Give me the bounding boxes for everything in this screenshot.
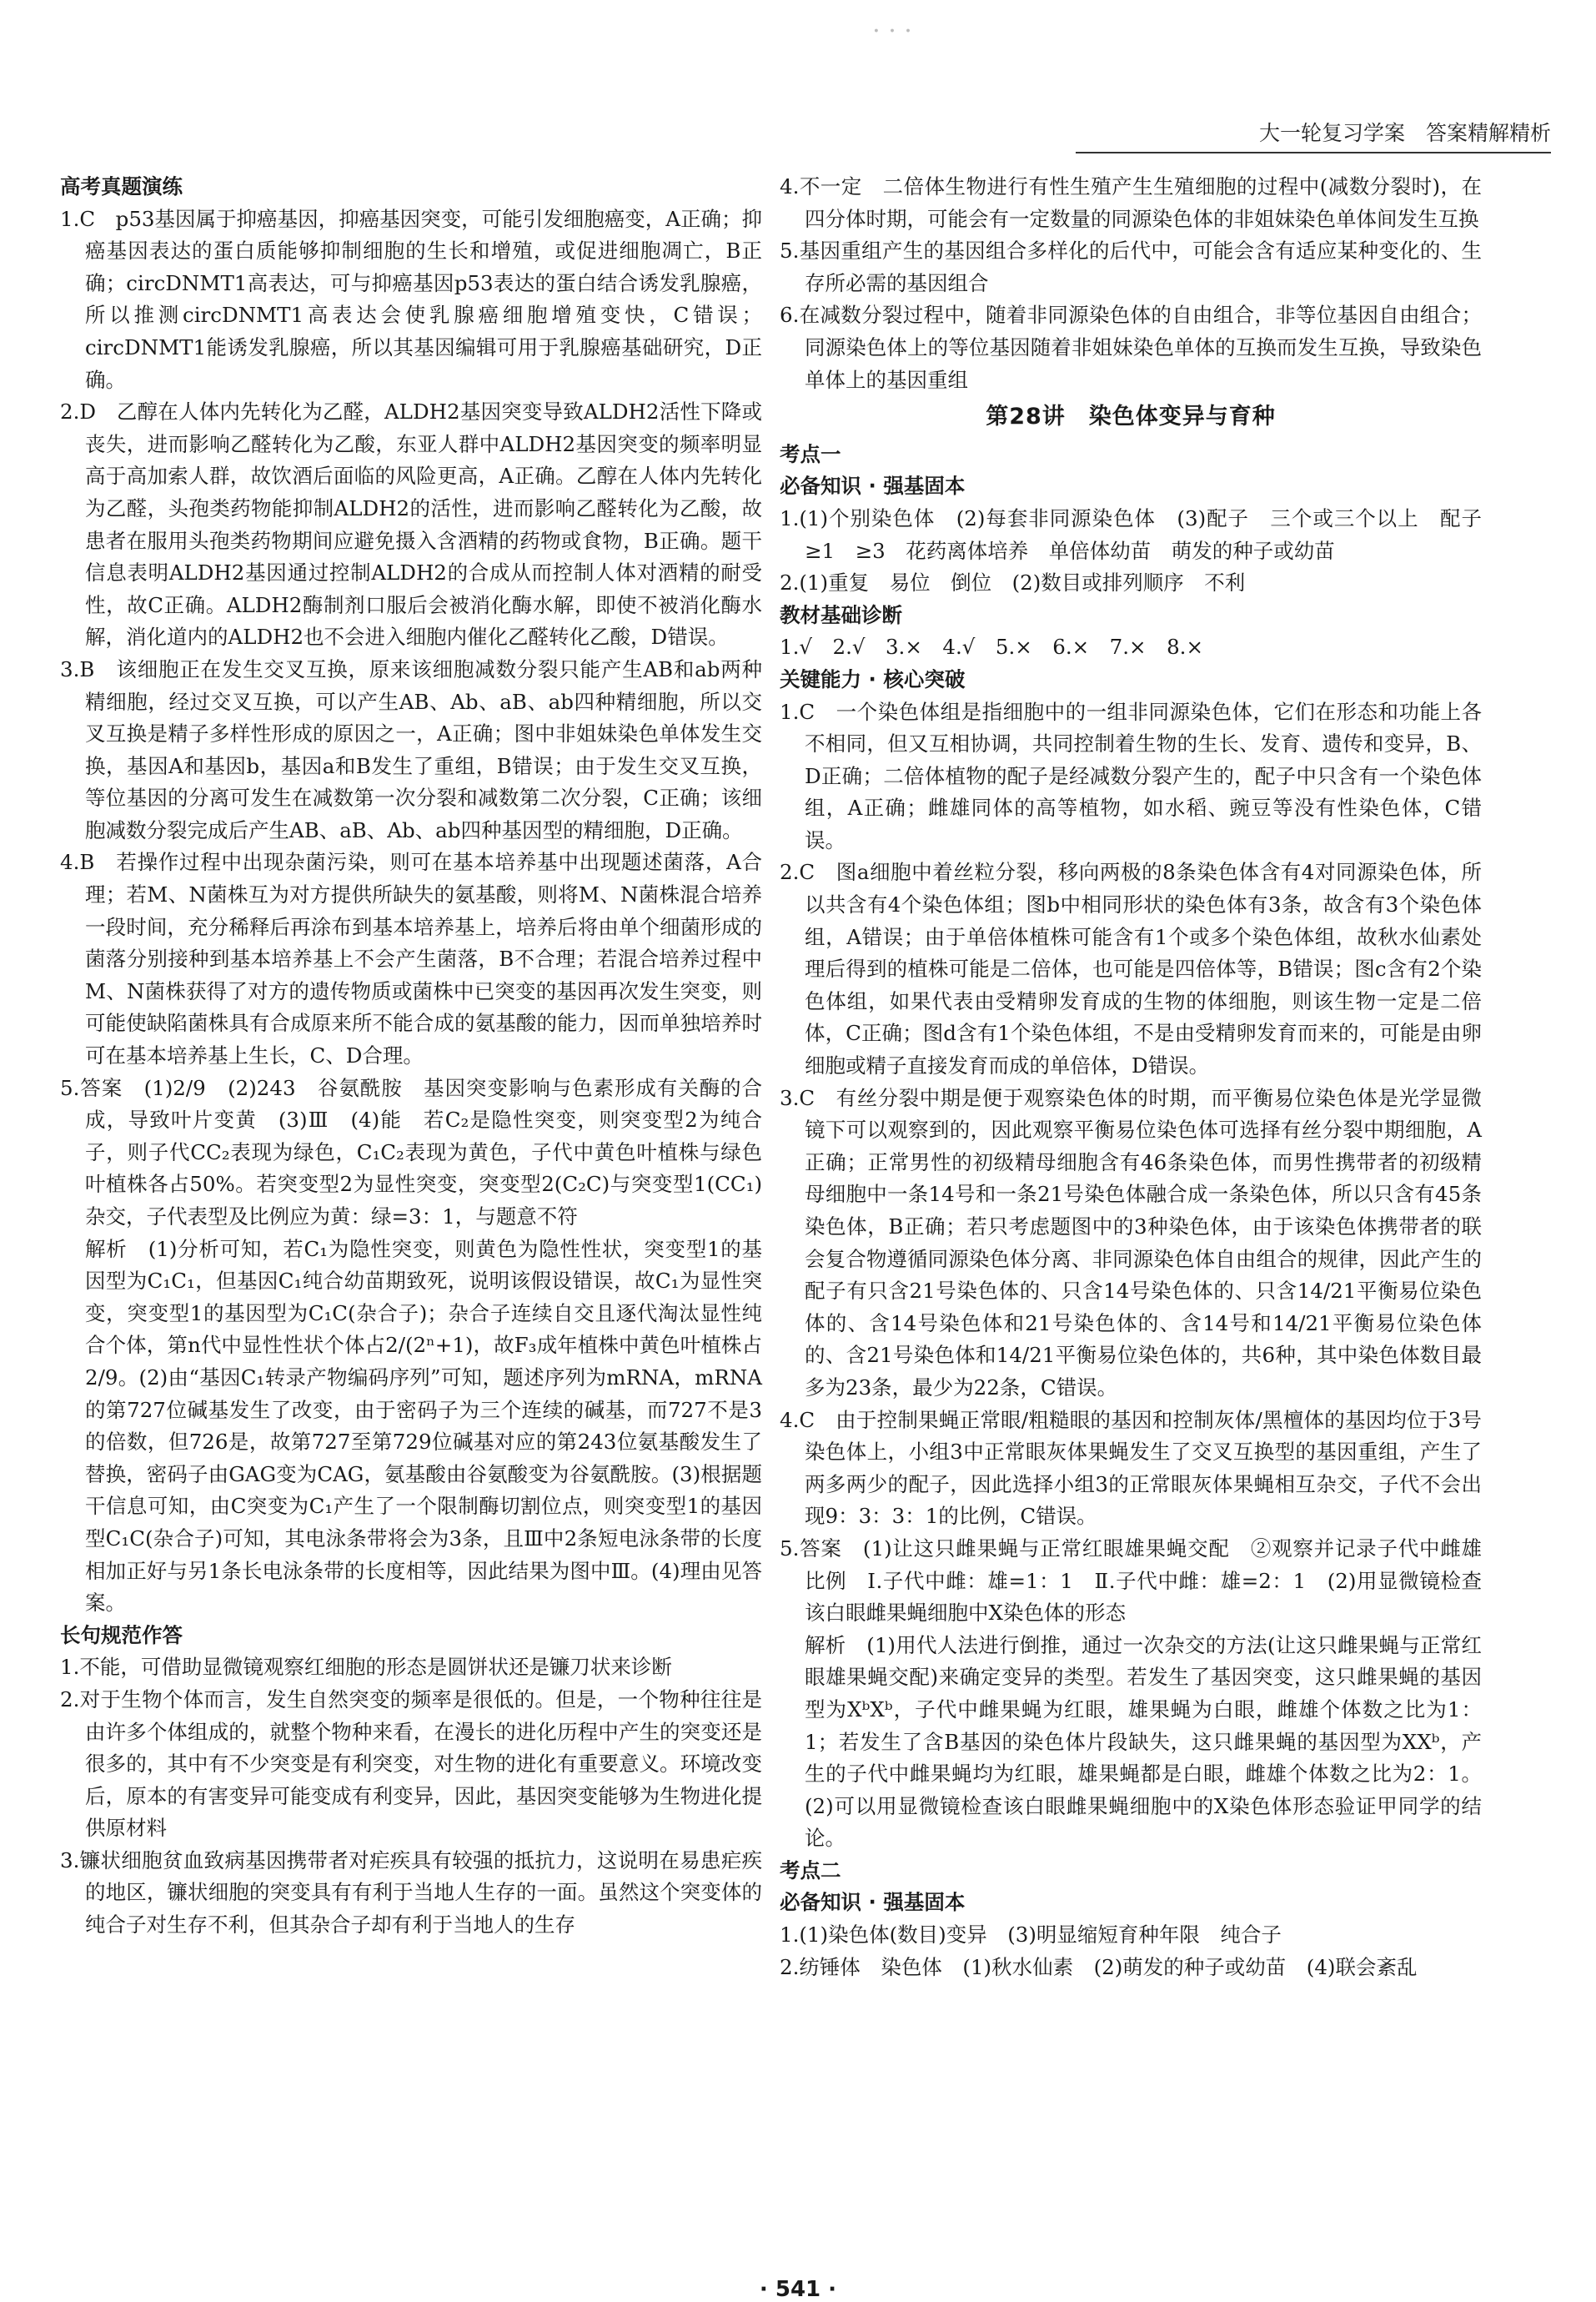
answer-item: 6.在减数分裂过程中，随着非同源染色体的自由组合，非等位基因自由组合；同源染色体上的等位基因随着非姐妹染色单体的互换而发生互换，导致染色单体上的基因重组 <box>780 303 1482 392</box>
answer-item: 3.C 有丝分裂中期是便于观察染色体的时期，而平衡易位染色体是光学显微镜下可以观察到的，因此观察平衡易位染色体可选择有丝分裂中期细胞，A正确；正常男性的初级精母细胞含有46条染色体，而男性携带者的初级精母细胞中一条14号和一条21号染色体融合成一条染色体，所以只含有45条染色体，B正确；若只考虑题图中的3种染色体，由于该染色体携带者的联会复合物遵循同源染色体分离、非同源染色体自由组合的规律，因此产生的配子有只含21号染色体的、只含14号染色体的、只含14/21平衡易位染色体的、含14号染色体和21号染色体的、含14号和14/21平衡易位染色体的、含21号染色体和14/21平衡易位染色体的，共6种，其中染色体数目最多为23条，最少为22条，C错误。 <box>780 1085 1482 1400</box>
analysis-paragraph: 解析 (1)分析可知，若C₁为隐性突变，则黄色为隐性性状，突变型1的基因型为C₁C₁，但基因C₁纯合幼苗期致死，说明该假设错误，故C₁为显性突变，突变型1的基因型为C₁C(杂合子)；杂合子连续自交且逐代淘汰显性纯合个体，第n代中显性性状个体占2/(2ⁿ+1)，故F₃成年植株中黄色叶植株占2/9。(2)由“基因C₁转录产物编码序列”可知，题述序列为mRNA，mRNA的第727位碱基发生了改变，由于密码子为三个连续的碱基，而727不是3的倍数，但726是，故第727至第729位碱基对应的第243位氨基酸发生了替换，密码子由GAG变为CAG，氨基酸由谷氨酸变为谷氨酰胺。(3)根据题干信息可知，由C突变为C₁产生了一个限制酶切割位点，则突变型1的基因型C₁C(杂合子)可知，其电泳条带将会为3条，且Ⅲ中2条短电泳条带的长度相加正好与另1条长电泳条带的长度相等，因此结果为图中Ⅲ。(4)理由见答案。 <box>85 1236 762 1616</box>
subsection-title: 关键能力 · 核心突破 <box>780 666 966 691</box>
top-decoration: · · · <box>872 17 912 46</box>
answer-item: 2.C 图a细胞中着丝粒分裂，移向两极的8条染色体含有4对同源染色体，所以共含有4个染色体组；图b中相同形状的染色体有3条，故含有3个染色体组，A错误；由于单倍体植株可能含有1个或多个染色体组，故秋水仙素处理后得到的植株可能是二倍体，也可能是四倍体等，B错误；图c含有2个染色体组，如果代表由受精卵发育成的生物的体细胞，则该生物一定是二倍体，C正确；图d含有1个染色体组，不是由受精卵发育而来的，可能是由卵细胞或精子直接发育而成的单倍体，D错误。 <box>780 860 1482 1078</box>
left-column <box>60 171 762 1942</box>
section-title-long-answer: 长句规范作答 <box>60 1622 183 1647</box>
page-number: · 541 · <box>759 2277 837 2302</box>
answer-item: 5.答案 (1)2/9 (2)243 谷氨酰胺 基因突变影响与色素形成有关酶的合成，导致叶片变黄 (3)Ⅲ (4)能 若C₂是隐性突变，则突变型2为纯合子，则子代CC₂表现为绿色，C₁C₂表现为黄色，子代中黄色叶植株与绿色叶植株各占50%。若突变型2为显性突变，突变型2(C₂C)与突变型1(CC₁)杂交，子代表型及比例应为黄：绿=3：1，与题意不符 <box>60 1075 762 1229</box>
answer-item: 1.C 一个染色体组是指细胞中的一组非同源染色体，它们在形态和功能上各不相同，但又互相协调，共同控制着生物的生长、发育、遗传和变异，B、D正确；二倍体植物的配子是经减数分裂产生的，配子中只含有一个染色体组，A正确；雌雄同体的高等植物，如水稻、豌豆等没有性染色体，C错误。 <box>780 699 1482 852</box>
subsection-title: 必备知识 · 强基固本 <box>780 1890 966 1915</box>
answer-item: 3.B 该细胞正在发生交叉互换，原来该细胞减数分裂只能产生AB和ab两种精细胞，经过交叉互换，可以产生AB、Ab、aB、ab四种精细胞，所以交叉互换是精子多样性形成的原因之一，A正确；图中非姐妹染色单体发生交换，基因A和基因b，基因a和B发生了重组，B错误；由于发生交叉互换，等位基因的分离可发生在减数第一次分裂和减数第二次分裂，C正确；该细胞减数分裂完成后产生AB、aB、Ab、ab四种基因型的精细胞，D正确。 <box>60 656 762 842</box>
page-header: 大一轮复习学案 答案精解精析 <box>1076 117 1551 153</box>
answer-item: 1.(1)个别染色体 (2)每套非同源染色体 (3)配子 三个或三个以上 配子 ≥1 ≥3 花药离体培养 单倍体幼苗 萌发的种子或幼苗 <box>780 505 1503 563</box>
subsection-title: 必备知识 · 强基固本 <box>780 474 966 499</box>
answer-item: 3.镰状细胞贫血致病基因携带者对疟疾具有较强的抵抗力，这说明在易患疟疾的地区，镰状细胞的突变具有有利于当地人生存的一面。虽然这个突变体的纯合子对生存不利，但其杂合子却有利于当地人的生存 <box>60 1847 762 1938</box>
answer-item: 2.(1)重复 易位 倒位 (2)数目或排列顺序 不利 <box>780 570 1246 596</box>
answer-item: 4.B 若操作过程中出现杂菌污染，则可在基本培养基中出现题述菌落，A合理；若M、N菌株互为对方提供所缺失的氨基酸，则将M、N菌株混合培养一段时间，充分稀释后再涂布到基本培养基上，培养后将由单个细菌形成的菌落分别接种到基本培养基上不会产生菌落，B不合理；若混合培养过程中M、N菌株获得了对方的遗传物质或菌株中已突变的基因再次发生突变，则可能使缺陷菌株具有合成原来所不能合成的氨基酸的能力，因而单独培养时可在基本培养基上生长，C、D合理。 <box>60 850 762 1068</box>
answer-item: 4.C 由于控制果蝇正常眼/粗糙眼的基因和控制灰体/黑檀体的基因均位于3号染色体上，小组3中正常眼灰体果蝇发生了交叉互换型的基因重组，产生了两多两少的配子，因此选择小组3的正常眼灰体果蝇相互杂交，子代不会出现9：3：3：1的比例，C错误。 <box>780 1407 1482 1529</box>
right-column <box>780 171 1503 1983</box>
section-title-kaodian-1: 考点一 <box>780 441 841 466</box>
answer-item: 1.(1)染色体(数目)变异 (3)明显缩短育种年限 纯合子 <box>780 1923 1282 1948</box>
answer-item: 2.纺锤体 染色体 (1)秋水仙素 (2)萌发的种子或幼苗 (4)联会紊乱 <box>780 1954 1418 1979</box>
section-title-kaodian-2: 考点二 <box>780 1857 841 1882</box>
answer-line: 1.√ 2.√ 3.× 4.√ 5.× 6.× 7.× 8.× <box>780 635 1203 660</box>
answer-item: 1.C p53基因属于抑癌基因，抑癌基因突变，可能引发细胞癌变，A正确；抑癌基因表达的蛋白质能够抑制细胞的生长和增殖，或促进细胞凋亡，B正确；circDNMT1高表达，可与抑癌基因p53表达的蛋白结合诱发乳腺癌，所以推测circDNMT1高表达会使乳腺癌细胞增殖变快，C错误；circDNMT1能诱发乳腺癌，所以其基因编辑可用于乳腺癌基础研究，D正确。 <box>60 206 762 392</box>
section-title-gaokao: 高考真题演练 <box>60 174 183 199</box>
answer-item: 1.不能，可借助显微镜观察红细胞的形态是圆饼状还是镰刀状来诊断 <box>60 1655 672 1680</box>
answer-item: 2.对于生物个体而言，发生自然突变的频率是很低的。但是，一个物种往往是由许多个体组成的，就整个物种来看，在漫长的进化历程中产生的突变还是很多的，其中有不少突变是有利突变，对生物的进化有重要意义。环境改变后，原本的有害变异可能变成有利变异，因此，基因突变能够为生物进化提供原材料 <box>60 1686 762 1841</box>
chapter-title: 第28讲 染色体变异与育种 <box>986 404 1276 430</box>
answer-item: 2.D 乙醇在人体内先转化为乙醛，ALDH2基因突变导致ALDH2活性下降或丧失，进而影响乙醛转化为乙酸，东亚人群中ALDH2基因突变的频率明显高于高加索人群，故饮酒后面临的风险更高，A正确。乙醇在人体内先转化为乙醛，头孢类药物能抑制ALDH2的活性，进而影响乙醛转化为乙酸，故患者在服用头孢类药物期间应避免摄入含酒精的药物或食物，B正确。题干信息表明ALDH2基因通过控制ALDH2的合成从而控制人体对酒精的耐受性，故C正确。ALDH2酶制剂口服后会被消化酶水解，即使不被消化酶水解，消化道内的ALDH2也不会进入细胞内催化乙醛转化乙酸，D错误。 <box>60 400 762 650</box>
answer-item: 4.不一定 二倍体生物进行有性生殖产生生殖细胞的过程中(减数分裂时)，在四分体时期，可能会有一定数量的同源染色体的非姐妹染色单体间发生互换 <box>780 174 1482 231</box>
answer-item: 5.答案 (1)让这只雌果蝇与正常红眼雄果蝇交配 ②观察并记录子代中雌雄比例 Ⅰ.子代中雌：雄=1：1 Ⅱ.子代中雌：雄=2：1 (2)用显微镜检查该白眼雌果蝇细胞中X染色体的形态 <box>780 1536 1482 1626</box>
analysis-paragraph: 解析 (1)用代人法进行倒推，通过一次杂交的方法(让这只雌果蝇与正常红眼雄果蝇交配)来确定变异的类型。若发生了基因突变，这只雌果蝇的基因型为XᵇXᵇ，子代中雌果蝇为红眼，雄果蝇为白眼，雌雄个体数之比为1：1；若发生了含B基因的染色体片段缺失，这只雌果蝇的基因型为XXᵇ，产生的子代中雌果蝇均为红眼，雄果蝇都是白眼，雌雄个体数之比为2：1。(2)可以用显微镜检查该白眼雌果蝇细胞中的X染色体形态验证甲同学的结论。 <box>805 1632 1482 1851</box>
subsection-title: 教材基础诊断 <box>780 602 902 627</box>
answer-item: 5.基因重组产生的基因组合多样化的后代中，可能会含有适应某种变化的、生存所必需的基因组合 <box>780 239 1482 295</box>
